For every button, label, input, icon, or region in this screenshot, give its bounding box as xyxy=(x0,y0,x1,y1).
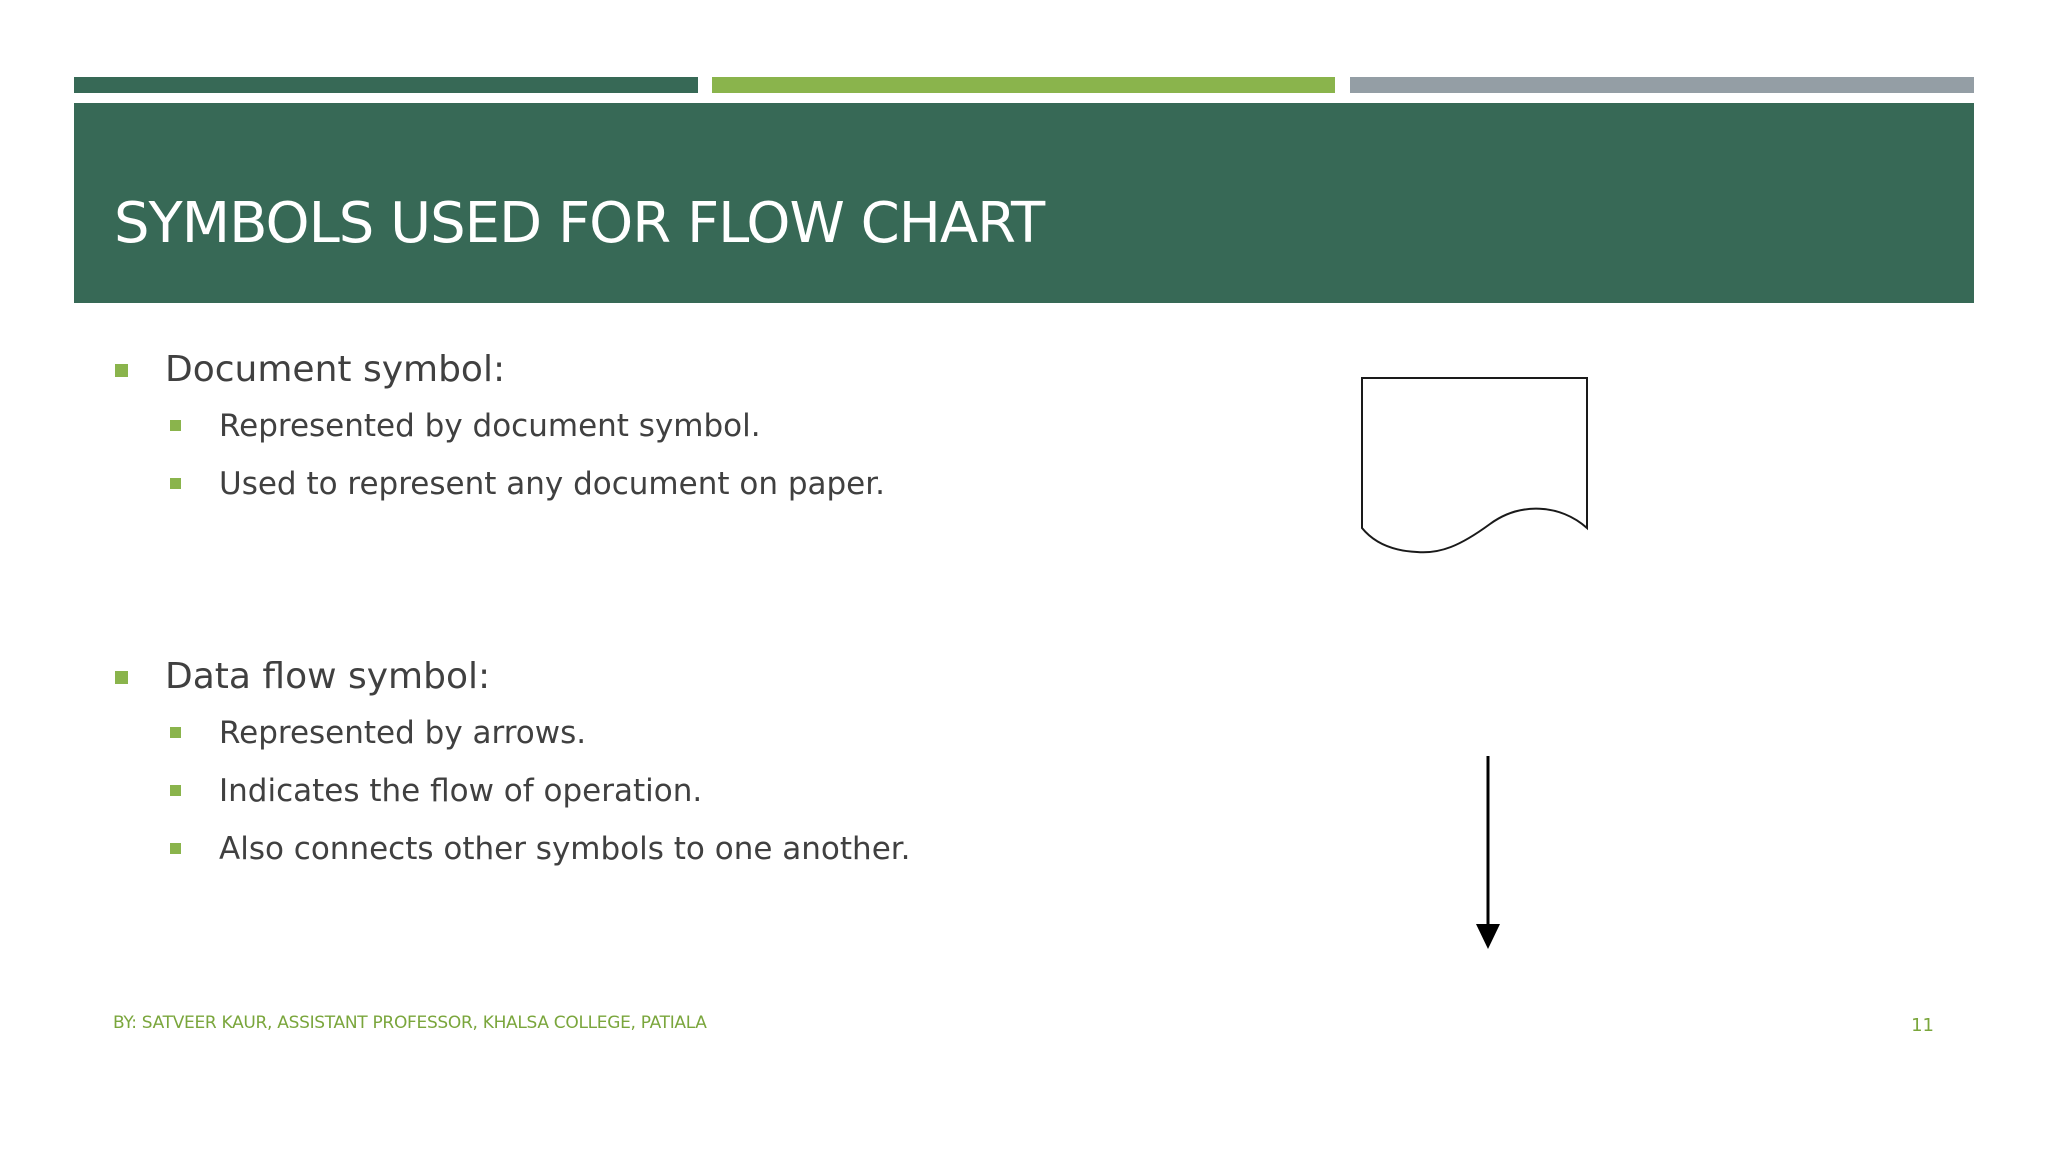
slide-title: SYMBOLS USED FOR FLOW CHART xyxy=(114,191,1045,256)
page-number: 11 xyxy=(1911,1015,1934,1036)
accent-bar-dark-green xyxy=(74,77,698,93)
square-bullet-icon xyxy=(115,364,128,377)
sub-bullet-text: Indicates the flow of operation. xyxy=(219,773,703,809)
heading-text: Document symbol: xyxy=(165,349,506,390)
square-bullet-icon xyxy=(115,671,128,684)
square-bullet-icon xyxy=(170,478,181,489)
square-bullet-icon xyxy=(170,727,181,738)
down-arrow-icon xyxy=(1468,754,1508,954)
sub-bullet-text: Also connects other symbols to one another. xyxy=(219,831,911,867)
sub-bullet-text: Represented by arrows. xyxy=(219,715,587,751)
sub-bullet-text: Represented by document symbol. xyxy=(219,408,761,444)
accent-bar-light-green xyxy=(712,77,1335,93)
title-band xyxy=(74,103,1974,303)
square-bullet-icon xyxy=(170,420,181,431)
heading-text: Data flow symbol: xyxy=(165,656,491,697)
footer-author: BY: SATVEER KAUR, ASSISTANT PROFESSOR, KHALSA COLLEGE, PATIALA xyxy=(113,1013,707,1033)
document-symbol-icon xyxy=(1360,376,1600,556)
square-bullet-icon xyxy=(170,785,181,796)
square-bullet-icon xyxy=(170,843,181,854)
sub-bullet-text: Used to represent any document on paper. xyxy=(219,466,886,502)
accent-bar-gray xyxy=(1350,77,1974,93)
